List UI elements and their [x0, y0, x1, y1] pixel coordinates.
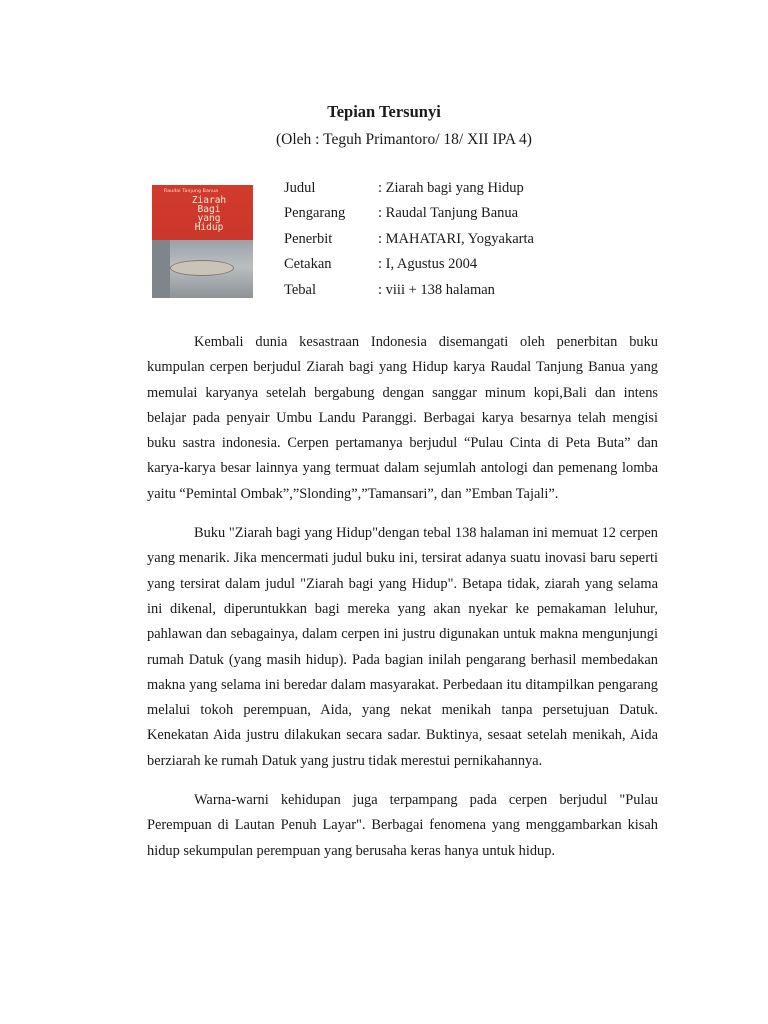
cover-author: Raudal Tanjung Banua	[164, 189, 219, 194]
paragraph: Buku "Ziarah bagi yang Hidup"dengan tebal 138 halaman ini memuat 12 cerpen yang menarik. Jika mencermati judul buku ini, tersirat adanya suatu inovasi baru seperti yang tersirat dalam judul "Ziarah bagi yang Hidup". Betapa tidak, ziarah yang selama ini dikenal, diperuntukkan bagi mereka yang akan nyekar ke pemakaman leluhur, pahlawan dan sebagainya, dalam cerpen ini justru digunakan untuk makna mengunjungi rumah Datuk (yang masih hidup). Pada bagian inilah pengarang berhasil membedakan makna yang selama ini beredar dalam masyarakat. Perbedaan itu ditampilkan pengarang melalui tokoh perempuan, Aida, yang nekat menikah tanpa persetujuan Datuk. Kenekatan Aida justru dilakukan secara sadar. Buktinya, sesaat setelah menikah, Aida berziarah ke rumah Datuk yang justru tidak merestui pernikahannya.	[147, 525, 658, 769]
paragraph: Kembali dunia kesastraan Indonesia disemangati oleh penerbitan buku kumpulan cerpen berjudul Ziarah bagi yang Hidup karya Raudal Tanjung Banua yang memulai karyanya setelah bergabung dengan sanggar minum kopi,Bali dan intens belajar pada penyair Umbu Landu Paranggi. Berbagai karya besarnya telah mengisi buku sastra indonesia. Cerpen pertamanya berjudul “Pulau Cinta di Peta Buta” dan karya-karya besar lainnya yang termuat dalam sejumlah antologi dan pemenang lomba yaitu “Pemintal Ombak”,”Slonding”,”Tamansari”, dan ”Emban Tajali”.	[147, 334, 658, 502]
cover-title-line: Ziarah	[191, 195, 227, 206]
cover-title	[174, 196, 244, 232]
cover-title-line: Bagi	[197, 204, 221, 215]
article-body	[147, 330, 658, 878]
book-info-value: : viii + 138 halaman	[378, 281, 495, 298]
book-info-value: : MAHATARI, Yogyakarta	[378, 230, 534, 247]
book-info-value: : Ziarah bagi yang Hidup	[378, 180, 524, 196]
document-byline: (Oleh : Teguh Primantoro/ 18/ XII IPA 4)	[276, 131, 532, 148]
cover-photo-shadow	[152, 240, 170, 298]
book-info-label: Judul	[284, 180, 316, 196]
book-info-value: : Raudal Tanjung Banua	[378, 205, 519, 222]
book-info-label: Cetakan	[284, 256, 332, 273]
book-info-value: : I, Agustus 2004	[378, 256, 478, 273]
book-cover-image	[152, 185, 253, 298]
book-info-label: Penerbit	[284, 230, 333, 247]
document-title: Tepian Tersunyi	[327, 102, 441, 121]
book-info-label: Pengarang	[284, 205, 346, 222]
book-info-label: Tebal	[284, 281, 316, 298]
cover-photo-stone	[170, 260, 234, 276]
cover-photo	[152, 240, 253, 298]
cover-title-line: Hidup	[194, 222, 224, 233]
cover-title-line: yang	[197, 213, 221, 224]
paragraph: Warna-warni kehidupan juga terpampang pada cerpen berjudul "Pulau Perempuan di Lautan Penuh Layar". Berbagai fenomena yang menggambarkan kisah hidup sekumpulan perempuan yang berusaha keras hanya untuk hidup.	[147, 792, 658, 859]
